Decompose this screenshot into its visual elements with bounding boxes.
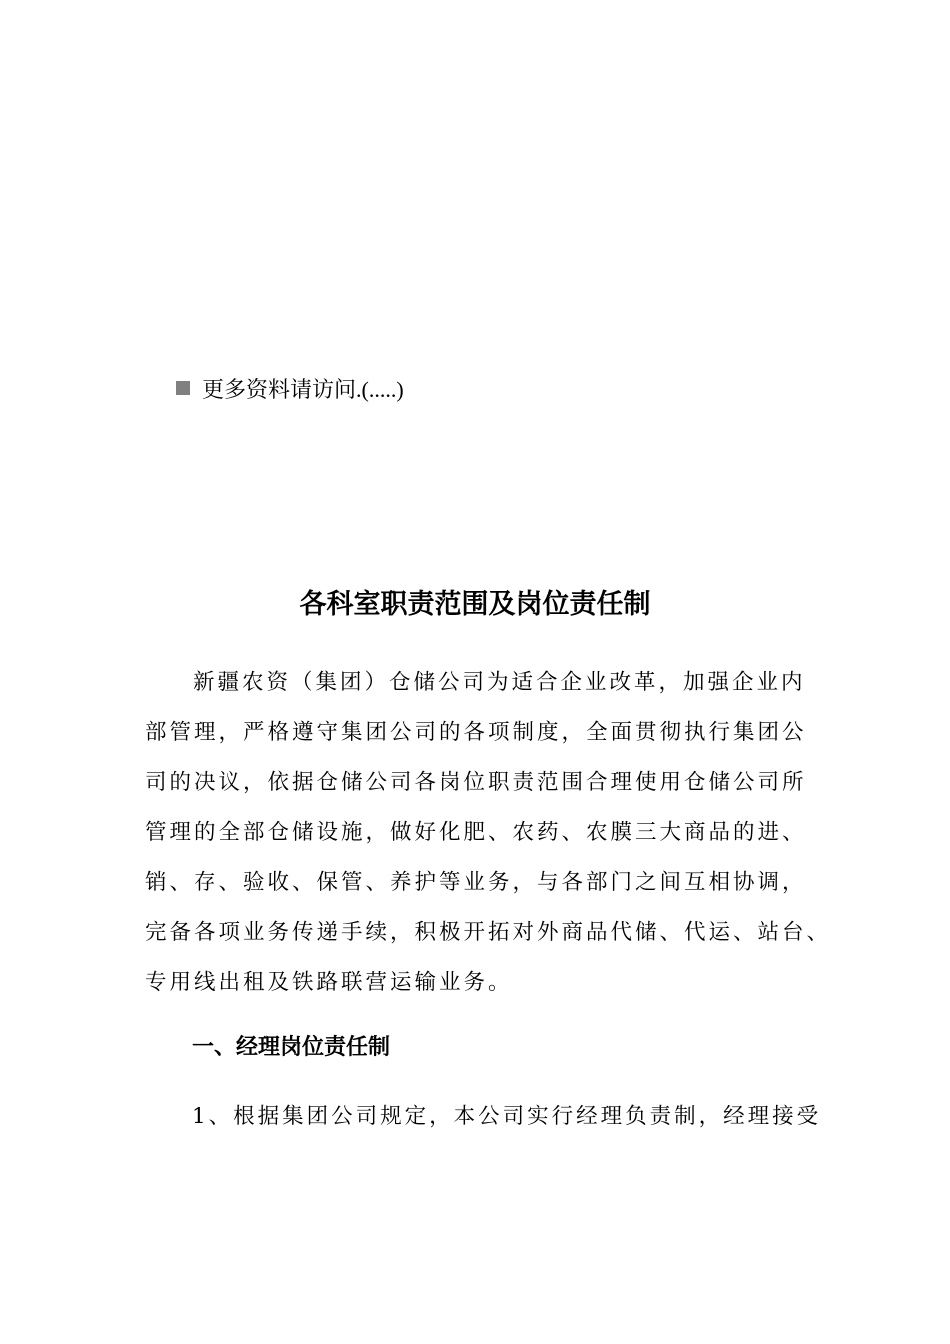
square-bullet-icon [176,381,190,395]
resource-note-text: 更多资料请访问.(.....) [202,376,404,402]
section-heading: 一、经理岗位责任制 [192,1035,391,1060]
resource-note [176,372,404,404]
document-title: 各科室职责范围及岗位责任制 [299,589,651,620]
intro-paragraph [145,658,832,1008]
intro-line: 专用线出租及铁路联营运输业务。 [145,970,513,995]
intro-line: 部管理，严格遵守集团公司的各项制度，全面贯彻执行集团公 [145,720,807,745]
intro-line: 司的决议，依据仓储公司各岗位职责范围合理使用仓储公司所 [145,770,807,795]
intro-line: 完备各项业务传递手续，积极开拓对外商品代储、代运、站台、 [145,920,832,945]
intro-line: 管理的全部仓储设施，做好化肥、农药、农膜三大商品的进、 [145,820,807,845]
numbered-item: 1、根据集团公司规定，本公司实行经理负责制，经理接受 [192,1104,822,1129]
intro-line: 新疆农资（集团）仓储公司为适合企业改革，加强企业内 [193,670,806,695]
intro-line: 销、存、验收、保管、养护等业务，与各部门之间互相协调， [145,870,807,895]
